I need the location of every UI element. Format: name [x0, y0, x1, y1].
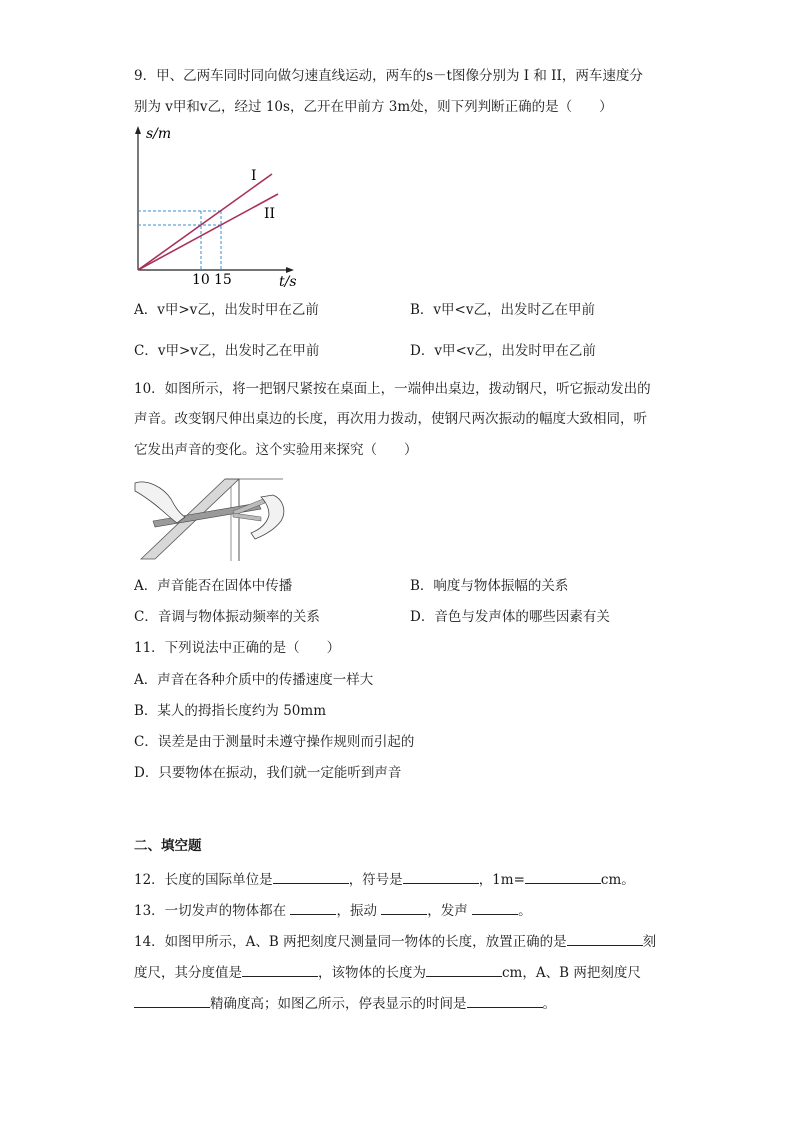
q14-blank-2[interactable]: [242, 962, 318, 977]
q10-option-c[interactable]: C．音调与物体振动频率的关系: [134, 609, 320, 625]
q12-text-a: 12．长度的国际单位是: [134, 872, 273, 888]
line-II: [138, 194, 278, 270]
q10-option-a[interactable]: A．声音能否在固体中传播: [134, 578, 293, 594]
q10-stem-line3: 它发出声音的变化。这个实验用来探究（ ）: [134, 442, 418, 458]
q13: [134, 900, 532, 920]
q12-blank-1[interactable]: [273, 869, 349, 884]
q11-option-a[interactable]: A．声音在各种介质中的传播速度一样大: [134, 672, 374, 688]
q9-option-a[interactable]: A．v甲>v乙，出发时甲在乙前: [134, 302, 319, 318]
pressing-hand: [135, 482, 185, 523]
q12: [134, 869, 635, 889]
q14-blank-5[interactable]: [467, 993, 543, 1008]
q14-text-1b: 刻: [642, 934, 657, 950]
q14-blank-3[interactable]: [426, 962, 502, 977]
label-I: I: [251, 168, 257, 184]
q13-text-d: 。: [518, 903, 532, 919]
q14-line3: [134, 993, 556, 1013]
q11-stem: 11．下列说法中正确的是（ ）: [134, 640, 341, 656]
q12-text-d: cm。: [600, 872, 635, 888]
section-title: 二、填空题: [134, 838, 202, 854]
q9-stem-line1: 9．甲、乙两车同时同向做匀速直线运动，两车的s－t图像分别为 I 和 II，两车速度分: [134, 68, 643, 84]
q12-text-c: ，1m=: [478, 872, 525, 888]
q14-line1: [134, 931, 656, 951]
q14-line2: [134, 962, 641, 982]
q10-ruler-table-illustration: [133, 477, 288, 561]
q9-option-d[interactable]: D．v甲<v乙，出发时甲在乙前: [410, 343, 596, 359]
q14-text-2a: 度尺，其分度值是: [134, 965, 242, 981]
x-axis-arrow: [286, 267, 294, 273]
q10-stem-line2: 声音。改变钢尺伸出桌边的长度，再次用力拨动，使钢尺两次振动的幅度大致相同，听: [134, 411, 647, 427]
q14-text-2c: cm，A、B 两把刻度尺: [502, 965, 641, 981]
y-axis-arrow: [135, 126, 141, 134]
q9-option-c[interactable]: C．v甲>v乙，出发时乙在甲前: [134, 343, 320, 359]
q13-text-a: 13．一切发声的物体都在: [134, 903, 291, 919]
q10-option-d[interactable]: D．音色与发声体的哪些因素有关: [410, 609, 610, 625]
q11-option-d[interactable]: D．只要物体在振动，我们就一定能听到声音: [134, 765, 402, 781]
q9-stem-line2: 别为 v甲和v乙，经过 10s，乙开在甲前方 3m处，则下列判断正确的是（ ）: [134, 99, 613, 115]
q12-text-b: ，符号是: [348, 872, 403, 888]
q13-blank-1[interactable]: [290, 900, 336, 915]
x-axis-label: t/s: [279, 274, 297, 290]
tick-10: 10: [192, 272, 210, 288]
line-I: [138, 174, 272, 270]
y-axis-label: s/m: [146, 126, 172, 142]
q12-blank-2[interactable]: [403, 869, 479, 884]
q13-text-c: ，发声: [427, 903, 473, 919]
q10-option-b[interactable]: B．响度与物体振幅的关系: [410, 578, 569, 594]
q9-option-b[interactable]: B．v甲<v乙，出发时乙在甲前: [410, 302, 595, 318]
q9-st-graph: [130, 124, 300, 290]
q13-blank-2[interactable]: [381, 900, 427, 915]
q10-stem-line1: 10．如图所示，将一把钢尺紧按在桌面上，一端伸出桌边，拨动钢尺，听它振动发出的: [134, 381, 651, 397]
label-II: II: [264, 206, 276, 222]
q14-text-3a: 精确度高；如图乙所示，停表显示的时间是: [210, 996, 467, 1012]
q13-text-b: ，振动: [336, 903, 382, 919]
q14-blank-4[interactable]: [134, 993, 210, 1008]
q13-blank-3[interactable]: [472, 900, 518, 915]
tick-15: 15: [214, 272, 232, 288]
q14-text-3b: 。: [542, 996, 556, 1012]
q14-blank-1[interactable]: [567, 931, 643, 946]
q11-option-b[interactable]: B．某人的拇指长度约为 50mm: [134, 703, 326, 719]
q14-text-2b: ，该物体的长度为: [318, 965, 426, 981]
q11-option-c[interactable]: C．误差是由于测量时未遵守操作规则而引起的: [134, 734, 415, 750]
q12-blank-3[interactable]: [525, 869, 601, 884]
q14-text-1a: 14．如图甲所示，A、B 两把刻度尺测量同一物体的长度，放置正确的是: [134, 934, 567, 950]
